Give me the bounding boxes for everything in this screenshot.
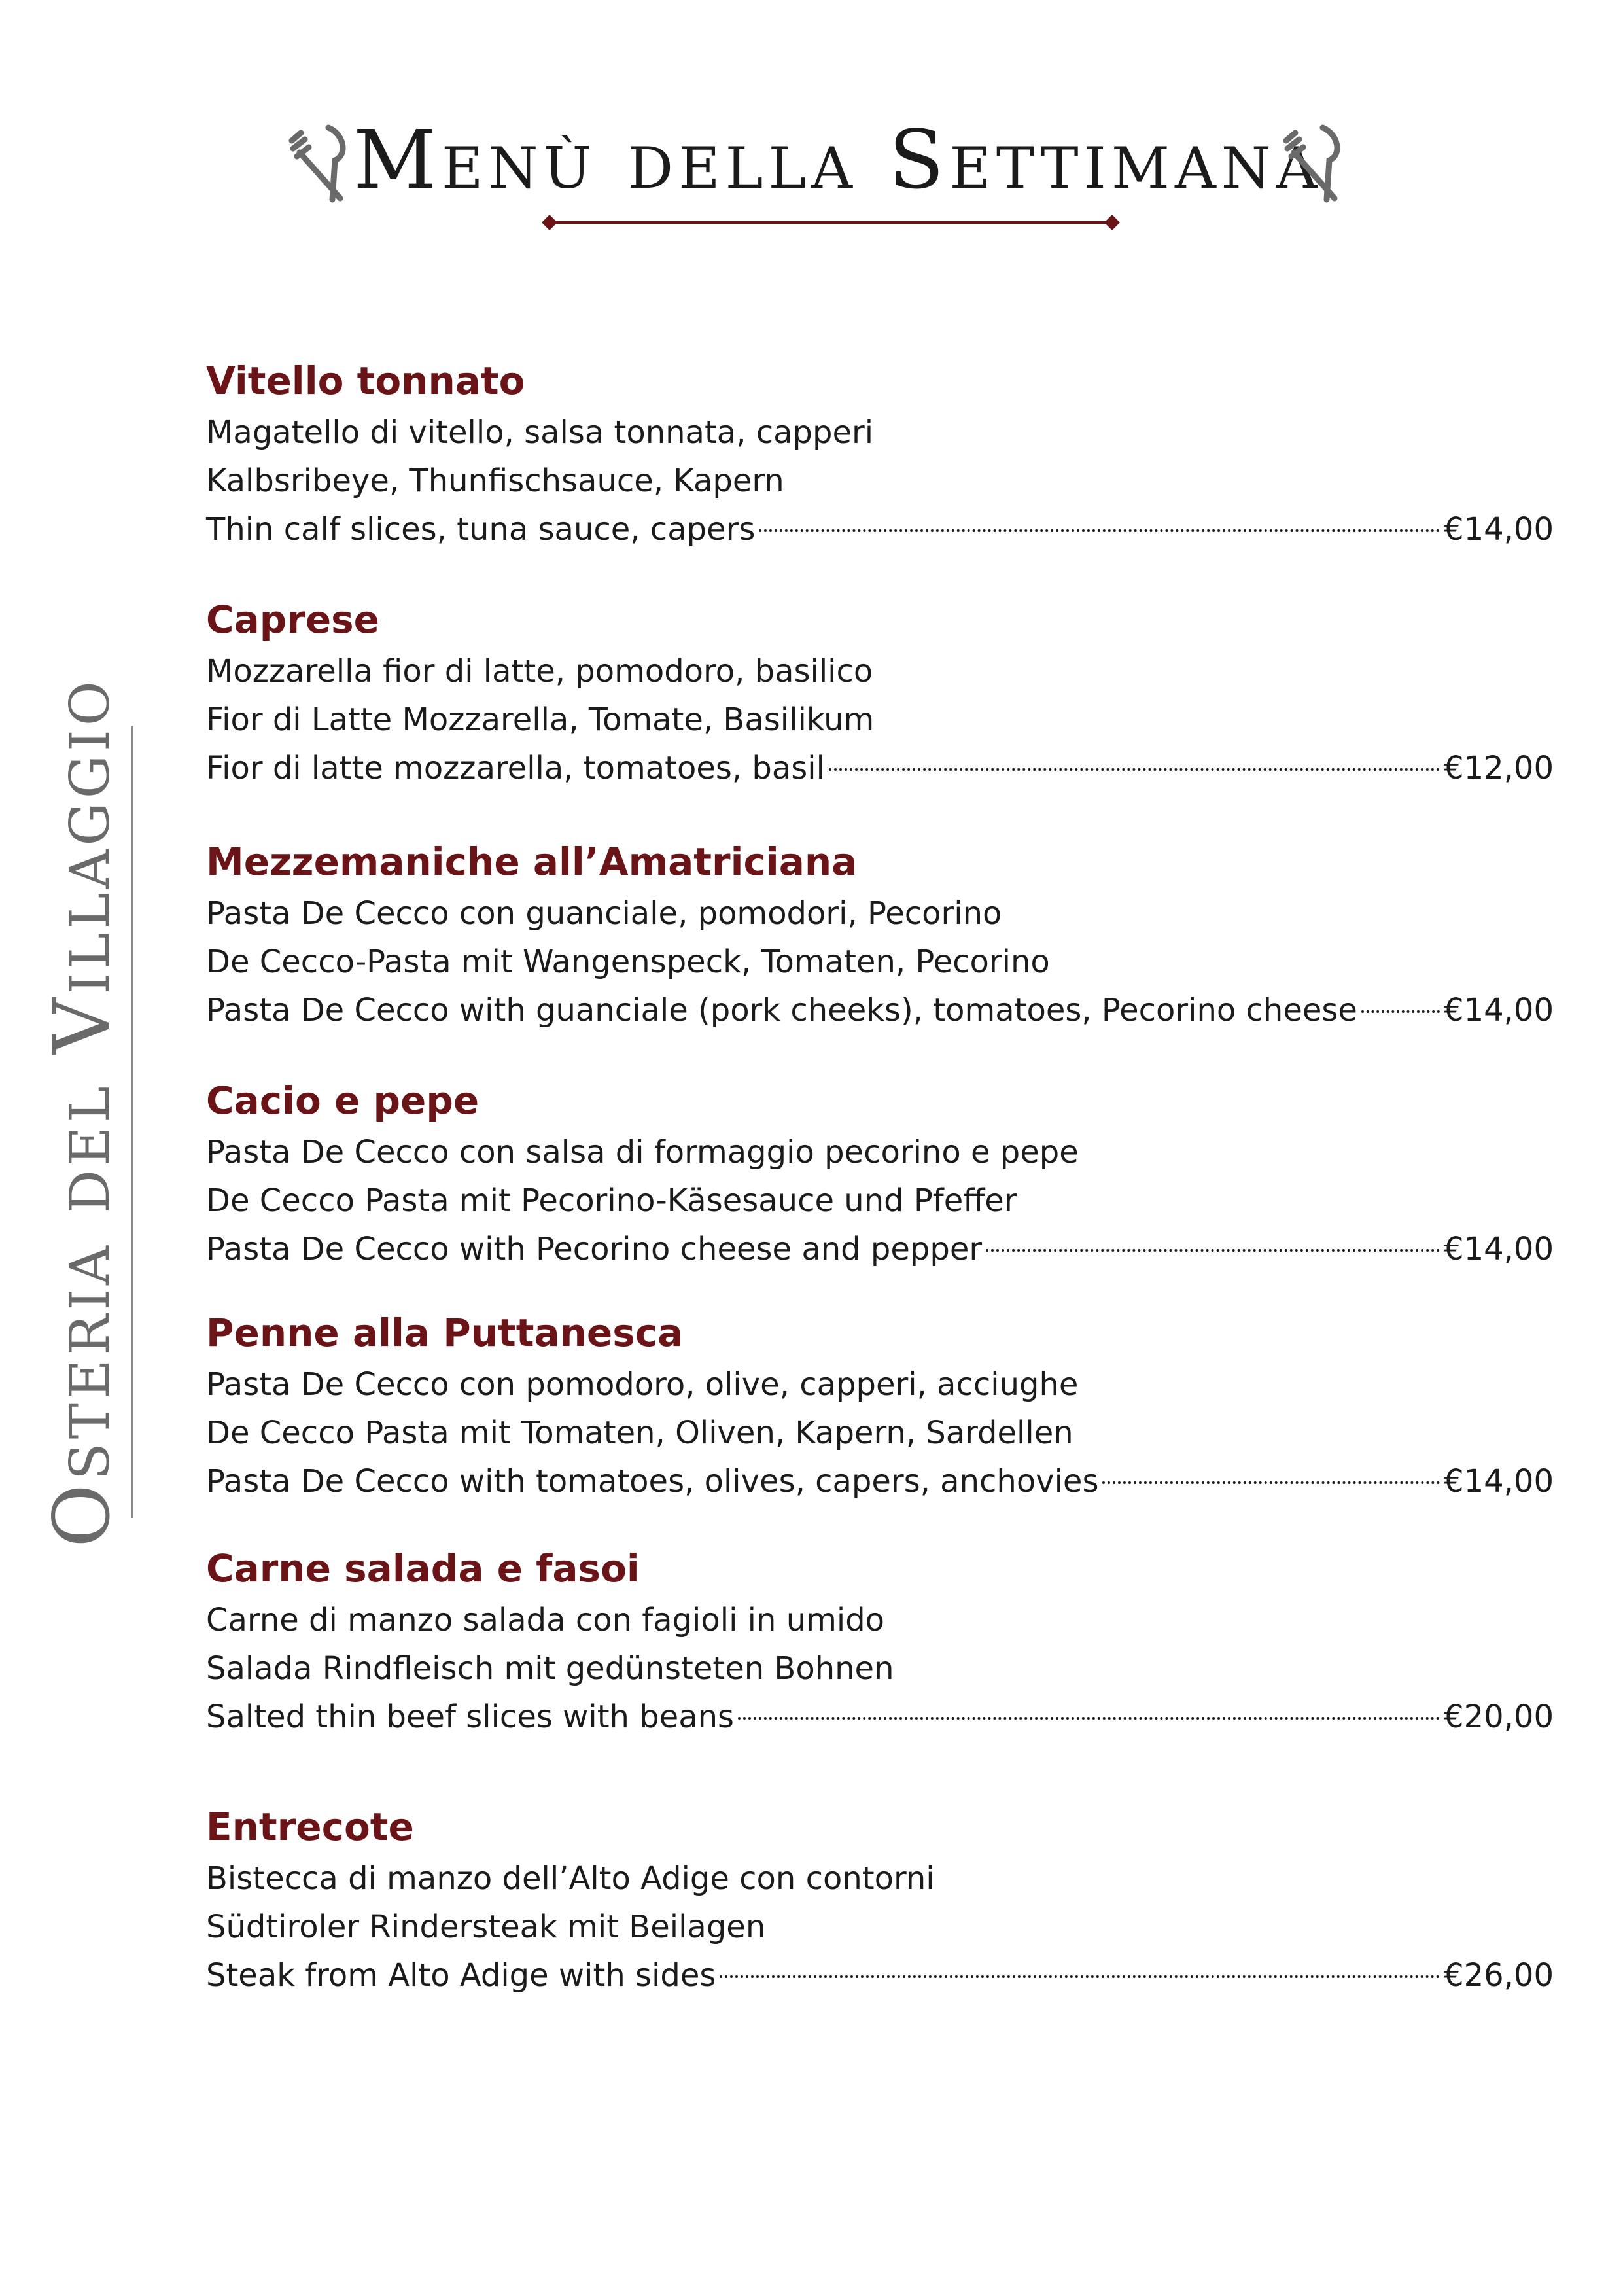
menu-item-vitello-tonnato xyxy=(206,353,1567,554)
dish-description-en: Fior di latte mozzarella, tomatoes, basil xyxy=(206,750,825,786)
menu-item-entrecote xyxy=(206,1799,1567,2000)
dish-price-line xyxy=(206,1225,1554,1273)
dish-description-it: Pasta De Cecco con salsa di formaggio pecorino e pepe xyxy=(206,1134,1079,1171)
menu-header xyxy=(0,98,1623,249)
menu-item-cacio-e-pepe xyxy=(206,1073,1567,1273)
dot-leader xyxy=(720,1975,1440,1978)
dot-leader xyxy=(738,1717,1440,1720)
dish-description-it: Pasta De Cecco con guanciale, pomodori, Pecorino xyxy=(206,895,1002,932)
dish-name: Cacio e pepe xyxy=(206,1078,480,1123)
dish-description-en: Steak from Alto Adige with sides xyxy=(206,1957,716,1994)
dish-description-de: Kalbsribeye, Thunfischsauce, Kapern xyxy=(206,463,784,499)
menu-item-carne-salada xyxy=(206,1541,1567,1741)
dish-description-de: De Cecco-Pasta mit Wangenspeck, Tomaten, Pecorino xyxy=(206,944,1050,980)
dot-leader xyxy=(1361,1010,1440,1013)
dish-price: €26,00 xyxy=(1444,1957,1554,1994)
sidebar-rule xyxy=(131,726,133,1518)
dot-leader xyxy=(1102,1481,1440,1484)
dish-price: €20,00 xyxy=(1444,1699,1554,1735)
dish-price-line xyxy=(206,1457,1554,1506)
fork-knife-icon xyxy=(1282,121,1354,206)
dish-description-it: Mozzarella fior di latte, pomodoro, basilico xyxy=(206,653,873,690)
dish-name: Penne alla Puttanesca xyxy=(206,1311,684,1355)
menu-item-puttanesca xyxy=(206,1305,1567,1506)
menu-item-caprese xyxy=(206,592,1567,792)
dish-description-de: Südtiroler Rindersteak mit Beilagen xyxy=(206,1909,766,1945)
dish-name: Carne salada e fasoi xyxy=(206,1546,640,1591)
dish-name: Entrecote xyxy=(206,1805,414,1849)
dish-description-en: Pasta De Cecco with Pecorino cheese and pepper xyxy=(206,1231,983,1267)
dish-description-de: Salada Rindfleisch mit gedünsteten Bohnen xyxy=(206,1650,894,1687)
dish-name: Mezzemaniche all’Amatriciana xyxy=(206,839,858,884)
fork-knife-icon xyxy=(288,121,360,206)
dish-description-it: Bistecca di manzo dell’Alto Adige con contorni xyxy=(206,1860,935,1897)
dish-description-de: De Cecco Pasta mit Pecorino-Käsesauce und Pfeffer xyxy=(206,1182,1017,1219)
dish-price-line xyxy=(206,744,1554,792)
dish-description-en: Thin calf slices, tuna sauce, capers xyxy=(206,511,756,548)
dot-leader xyxy=(986,1249,1440,1252)
dish-price: €14,00 xyxy=(1444,511,1554,548)
dish-price: €14,00 xyxy=(1444,1463,1554,1500)
menu-item-amatriciana xyxy=(206,834,1567,1034)
restaurant-name-vertical xyxy=(26,628,137,1597)
title-divider xyxy=(536,213,1125,232)
dish-price: €14,00 xyxy=(1444,1231,1554,1267)
dish-price: €14,00 xyxy=(1444,992,1554,1029)
dish-description-en: Pasta De Cecco with guanciale (pork cheeks), tomatoes, Pecorino cheese xyxy=(206,992,1357,1029)
dish-description-it: Carne di manzo salada con fagioli in umido xyxy=(206,1602,885,1638)
dish-price-line xyxy=(206,1951,1554,2000)
dot-leader xyxy=(829,768,1440,771)
dish-description-de: De Cecco Pasta mit Tomaten, Oliven, Kapern, Sardellen xyxy=(206,1415,1073,1451)
dish-description-it: Pasta De Cecco con pomodoro, olive, capperi, acciughe xyxy=(206,1366,1079,1403)
dish-name: Vitello tonnato xyxy=(206,359,525,403)
dish-description-de: Fior di Latte Mozzarella, Tomate, Basilikum xyxy=(206,701,875,738)
page-title: Menù della Settimana xyxy=(353,113,1323,207)
dish-price-line xyxy=(206,986,1554,1034)
dish-price-line xyxy=(206,505,1554,554)
dish-description-en: Pasta De Cecco with tomatoes, olives, capers, anchovies xyxy=(206,1463,1099,1500)
dish-name: Caprese xyxy=(206,597,380,642)
restaurant-name: Osteria del Villaggio xyxy=(37,677,127,1547)
dish-price: €12,00 xyxy=(1444,750,1554,786)
dish-price-line xyxy=(206,1693,1554,1741)
dish-description-en: Salted thin beef slices with beans xyxy=(206,1699,735,1735)
dot-leader xyxy=(759,529,1440,532)
dish-description-it: Magatello di vitello, salsa tonnata, capperi xyxy=(206,414,874,451)
